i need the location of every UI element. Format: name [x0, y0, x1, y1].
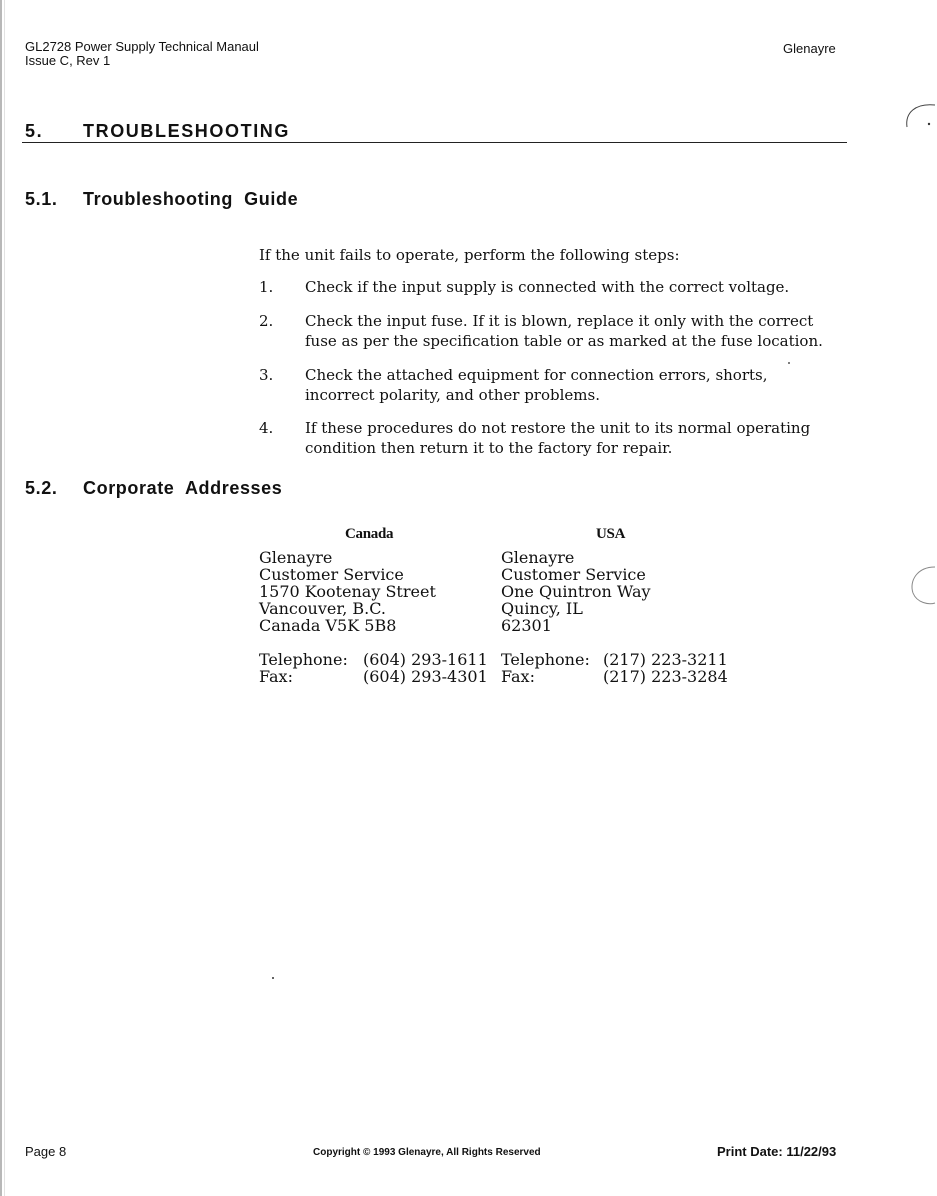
address-line: 62301	[501, 616, 552, 635]
binder-hole-mark-icon	[895, 95, 937, 135]
list-item-number: 3.	[259, 366, 274, 384]
canada-heading: Canada	[345, 526, 394, 542]
binder-hole-mark-icon	[905, 563, 937, 607]
list-item-line: Check the input fuse. If it is blown, replace it only with the correct	[305, 312, 814, 330]
canada-fax-label: Fax:	[259, 667, 293, 686]
list-item-number: 2.	[259, 312, 274, 330]
scan-left-edge-shadow	[4, 0, 5, 1196]
subsection-title: Troubleshooting Guide	[83, 189, 299, 209]
address-line: Customer Service	[501, 565, 646, 584]
address-line: One Quintron Way	[501, 582, 651, 601]
address-line: 1570 Kootenay Street	[259, 582, 436, 601]
address-line: Customer Service	[259, 565, 404, 584]
list-item-number: 1.	[259, 278, 274, 296]
intro-text: If the unit fails to operate, perform the following steps:	[259, 246, 680, 264]
list-item-text	[305, 418, 865, 458]
list-item-text	[305, 365, 865, 405]
canada-telephone: (604) 293-1611	[363, 650, 488, 669]
list-item-line: fuse as per the specification table or as marked at the fuse location.	[305, 332, 823, 350]
address-line: Glenayre	[259, 548, 333, 567]
footer-copyright: Copyright © 1993 Glenayre, All Rights Reserved	[313, 1147, 541, 1158]
usa-fax: (217) 223-3284	[603, 667, 728, 686]
list-item-line: Check the attached equipment for connection errors, shorts,	[305, 366, 768, 384]
scan-speck	[272, 977, 274, 979]
footer-page-number: Page 8	[25, 1144, 67, 1159]
header-doc-title: GL2728 Power Supply Technical Manaul	[25, 39, 259, 54]
section-number: 5.	[25, 121, 44, 141]
address-line: Glenayre	[501, 548, 575, 567]
list-item-text	[305, 311, 865, 351]
usa-telephone: (217) 223-3211	[603, 650, 728, 669]
canada-fax: (604) 293-4301	[363, 667, 488, 686]
subsection-number: 5.2.	[25, 478, 58, 498]
address-line: Vancouver, B.C.	[259, 599, 386, 618]
list-item-number: 4.	[259, 419, 274, 437]
address-line: Quincy, IL	[501, 599, 583, 618]
header-company: Glenayre	[783, 41, 836, 56]
usa-fax-label: Fax:	[501, 667, 535, 686]
address-line: Canada V5K 5B8	[259, 616, 397, 635]
list-item-text	[305, 277, 865, 297]
scan-left-edge	[0, 0, 2, 1196]
section-title: TROUBLESHOOTING	[83, 121, 290, 141]
list-item-line: Check if the input supply is connected with the correct voltage.	[305, 278, 790, 296]
list-item-line: incorrect polarity, and other problems.	[305, 386, 600, 404]
usa-address	[501, 549, 651, 634]
section-rule	[22, 142, 847, 143]
header-issue: Issue C, Rev 1	[25, 53, 111, 68]
subsection-title: Corporate Addresses	[83, 478, 283, 498]
footer-print-date: Print Date: 11/22/93	[717, 1144, 837, 1159]
canada-telephone-label: Telephone:	[259, 650, 348, 669]
canada-address	[259, 549, 436, 634]
usa-telephone-label: Telephone:	[501, 650, 590, 669]
scan-speck	[788, 362, 790, 364]
usa-heading: USA	[596, 526, 626, 542]
list-item-line: condition then return it to the factory for repair.	[305, 439, 673, 457]
list-item-line: If these procedures do not restore the unit to its normal operating	[305, 419, 811, 437]
subsection-number: 5.1.	[25, 189, 58, 209]
